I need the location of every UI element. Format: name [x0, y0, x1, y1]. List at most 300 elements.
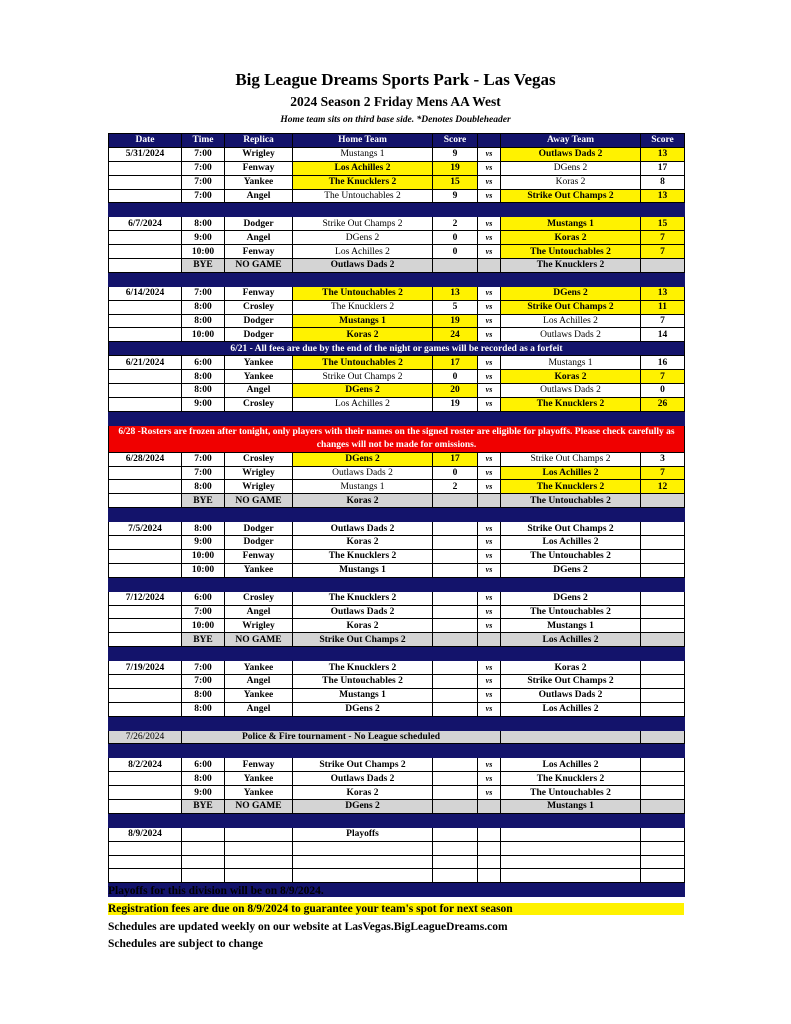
game-field: Yankee: [225, 661, 293, 675]
home-team: Mustangs 1: [293, 563, 433, 577]
home-team: Outlaws Dads 2: [293, 605, 433, 619]
home-score: [433, 869, 478, 883]
away-team: The Knucklers 2: [501, 397, 641, 411]
vs-label: vs: [478, 661, 501, 675]
home-score: 0: [433, 231, 478, 245]
vs-label: [478, 855, 501, 869]
game-time: 10:00: [182, 549, 225, 563]
game-date: [109, 605, 182, 619]
game-field: Crosley: [225, 300, 293, 314]
page-note: Home team sits on third base side. *Denotes Doubleheader: [280, 115, 511, 125]
home-score: [433, 522, 478, 536]
home-team: [293, 841, 433, 855]
bye-home-score: [433, 633, 478, 647]
away-team: Mustangs 1: [501, 356, 641, 370]
game-field: Angel: [225, 189, 293, 203]
home-team: Koras 2: [293, 536, 433, 550]
home-team: The Untouchables 2: [293, 189, 433, 203]
vs-label: vs: [478, 758, 501, 772]
separator-cell: [109, 813, 685, 827]
event-text: Police & Fire tournament - No League scheduled: [182, 730, 501, 744]
home-score: 17: [433, 356, 478, 370]
vs-label: vs: [478, 314, 501, 328]
away-score: [641, 758, 685, 772]
away-team: Los Achilles 2: [501, 314, 641, 328]
home-score: 19: [433, 314, 478, 328]
vs-label: vs: [478, 397, 501, 411]
game-field: Angel: [225, 231, 293, 245]
home-team: The Knucklers 2: [293, 300, 433, 314]
game-row: [109, 300, 685, 314]
game-date: [109, 549, 182, 563]
no-game-label: NO GAME: [225, 494, 293, 508]
vs-label: vs: [478, 286, 501, 300]
col-home-score: Score: [433, 134, 478, 148]
away-team: Koras 2: [501, 661, 641, 675]
game-time: [182, 855, 225, 869]
game-time: 7:00: [182, 161, 225, 175]
col-replica: Replica: [225, 134, 293, 148]
vs-label: [478, 841, 501, 855]
home-team: Los Achilles 2: [293, 397, 433, 411]
game-time: 8:00: [182, 480, 225, 494]
home-score: 2: [433, 217, 478, 231]
bye-label: BYE: [182, 799, 225, 813]
vs-label: vs: [478, 245, 501, 259]
bye-away-team: Mustangs 1: [501, 799, 641, 813]
away-score: [641, 619, 685, 633]
separator-row: [109, 411, 685, 425]
away-team: DGens 2: [501, 563, 641, 577]
bye-row: [109, 633, 685, 647]
away-team: DGens 2: [501, 161, 641, 175]
vs-label: vs: [478, 563, 501, 577]
separator-row: [109, 647, 685, 661]
vs-label: vs: [478, 688, 501, 702]
home-team: [293, 855, 433, 869]
away-team: The Untouchables 2: [501, 605, 641, 619]
event-row: [109, 730, 685, 744]
column-header-row: [109, 134, 685, 148]
vs-label: vs: [478, 189, 501, 203]
game-time: 10:00: [182, 328, 225, 342]
game-row: [109, 549, 685, 563]
vs-label: vs: [478, 147, 501, 161]
game-time: 7:00: [182, 605, 225, 619]
game-field: Angel: [225, 605, 293, 619]
away-team: [501, 855, 641, 869]
home-score: 0: [433, 466, 478, 480]
away-team: Koras 2: [501, 175, 641, 189]
game-time: 8:00: [182, 772, 225, 786]
separator-row: [109, 272, 685, 286]
game-row: [109, 480, 685, 494]
away-score: 15: [641, 217, 685, 231]
footer-registration-note: Registration fees are due on 8/9/2024 to guarantee your team's spot for next season: [108, 903, 684, 915]
bye-home-team: Strike Out Champs 2: [293, 633, 433, 647]
home-team: Strike Out Champs 2: [293, 370, 433, 384]
game-date: [109, 772, 182, 786]
home-score: [433, 772, 478, 786]
event-blank-score: [641, 730, 685, 744]
game-row: [109, 384, 685, 398]
game-time: 10:00: [182, 245, 225, 259]
separator-cell: [109, 647, 685, 661]
away-score: [641, 605, 685, 619]
away-team: Outlaws Dads 2: [501, 147, 641, 161]
separator-row: [109, 813, 685, 827]
game-row: [109, 314, 685, 328]
game-date: [109, 245, 182, 259]
home-team: Mustangs 1: [293, 480, 433, 494]
bye-row: [109, 494, 685, 508]
game-date: [109, 384, 182, 398]
vs-label: vs: [478, 619, 501, 633]
game-row: [109, 536, 685, 550]
game-time: [182, 869, 225, 883]
home-score: [433, 758, 478, 772]
away-score: 3: [641, 452, 685, 466]
game-row: [109, 370, 685, 384]
separator-row: [109, 577, 685, 591]
game-field: Wrigley: [225, 147, 293, 161]
game-field: Fenway: [225, 161, 293, 175]
home-team: Koras 2: [293, 328, 433, 342]
away-team: [501, 841, 641, 855]
game-date: [109, 855, 182, 869]
bye-vs: [478, 799, 501, 813]
home-team: The Knucklers 2: [293, 549, 433, 563]
home-team: The Knucklers 2: [293, 661, 433, 675]
home-team: DGens 2: [293, 702, 433, 716]
away-score: 7: [641, 466, 685, 480]
game-row: [109, 702, 685, 716]
fee-notice-row: [109, 342, 685, 356]
game-time: 9:00: [182, 397, 225, 411]
game-field: Fenway: [225, 758, 293, 772]
game-date: 6/21/2024: [109, 356, 182, 370]
game-field: [225, 827, 293, 841]
away-score: [641, 549, 685, 563]
bye-label: BYE: [182, 494, 225, 508]
game-field: Angel: [225, 674, 293, 688]
home-score: 24: [433, 328, 478, 342]
bye-home-score: [433, 494, 478, 508]
home-score: [433, 661, 478, 675]
game-field: [225, 841, 293, 855]
game-row: [109, 466, 685, 480]
bye-away-team: Los Achilles 2: [501, 633, 641, 647]
game-field: Angel: [225, 702, 293, 716]
no-game-label: NO GAME: [225, 633, 293, 647]
game-date: [109, 536, 182, 550]
game-field: Dodger: [225, 217, 293, 231]
bye-date: [109, 799, 182, 813]
home-score: 0: [433, 370, 478, 384]
game-field: [225, 869, 293, 883]
game-date: 8/9/2024: [109, 827, 182, 841]
game-field: Dodger: [225, 522, 293, 536]
away-score: 14: [641, 328, 685, 342]
bye-label: BYE: [182, 259, 225, 273]
game-row: [109, 397, 685, 411]
game-date: [109, 314, 182, 328]
game-row: [109, 827, 685, 841]
home-score: [433, 563, 478, 577]
game-field: Dodger: [225, 536, 293, 550]
game-row: [109, 869, 685, 883]
game-time: 7:00: [182, 175, 225, 189]
game-row: [109, 758, 685, 772]
away-team: Strike Out Champs 2: [501, 189, 641, 203]
footer-website-note: Schedules are updated weekly on our website at LasVegas.BigLeagueDreams.com: [108, 921, 508, 933]
away-team: Outlaws Dads 2: [501, 328, 641, 342]
game-time: 8:00: [182, 384, 225, 398]
away-team: Koras 2: [501, 231, 641, 245]
game-field: Yankee: [225, 786, 293, 800]
separator-cell: [109, 716, 685, 730]
game-time: 8:00: [182, 522, 225, 536]
away-score: [641, 522, 685, 536]
home-score: 0: [433, 245, 478, 259]
game-row: [109, 452, 685, 466]
vs-label: vs: [478, 605, 501, 619]
home-score: [433, 827, 478, 841]
game-date: [109, 786, 182, 800]
home-team: Los Achilles 2: [293, 161, 433, 175]
game-row: [109, 563, 685, 577]
bye-label: BYE: [182, 633, 225, 647]
home-team: Mustangs 1: [293, 147, 433, 161]
game-time: 7:00: [182, 661, 225, 675]
vs-label: vs: [478, 356, 501, 370]
footer-change-note: Schedules are subject to change: [108, 938, 264, 950]
home-team: Playoffs: [293, 827, 433, 841]
game-row: [109, 855, 685, 869]
game-date: [109, 674, 182, 688]
home-score: 15: [433, 175, 478, 189]
game-time: 7:00: [182, 286, 225, 300]
game-time: [182, 841, 225, 855]
game-field: Wrigley: [225, 619, 293, 633]
home-score: [433, 855, 478, 869]
away-team: The Untouchables 2: [501, 549, 641, 563]
vs-label: vs: [478, 175, 501, 189]
separator-cell: [109, 508, 685, 522]
bye-home-score: [433, 799, 478, 813]
game-date: 7/5/2024: [109, 522, 182, 536]
game-date: 7/12/2024: [109, 591, 182, 605]
home-score: 13: [433, 286, 478, 300]
home-score: [433, 605, 478, 619]
game-field: Crosley: [225, 452, 293, 466]
vs-label: vs: [478, 522, 501, 536]
home-score: 20: [433, 384, 478, 398]
game-row: [109, 217, 685, 231]
roster-warning-text: 6/28 -Rosters are frozen after tonight, only players with their names on the signed roster are eligible for playoffs. Please check carefully as changes will not be made for omissions.: [109, 425, 685, 452]
game-date: [109, 841, 182, 855]
away-team: DGens 2: [501, 591, 641, 605]
bye-home-team: Outlaws Dads 2: [293, 259, 433, 273]
game-date: [109, 231, 182, 245]
game-time: 9:00: [182, 786, 225, 800]
away-team: [501, 869, 641, 883]
vs-label: vs: [478, 161, 501, 175]
separator-row: [109, 508, 685, 522]
game-date: [109, 466, 182, 480]
home-team: DGens 2: [293, 452, 433, 466]
away-team: Outlaws Dads 2: [501, 688, 641, 702]
game-time: 8:00: [182, 300, 225, 314]
vs-label: vs: [478, 536, 501, 550]
home-score: 17: [433, 452, 478, 466]
game-time: 9:00: [182, 231, 225, 245]
home-team: Mustangs 1: [293, 314, 433, 328]
bye-home-score: [433, 259, 478, 273]
game-row: [109, 522, 685, 536]
bye-home-team: Koras 2: [293, 494, 433, 508]
away-score: [641, 827, 685, 841]
game-field: Angel: [225, 384, 293, 398]
separator-cell: [109, 577, 685, 591]
away-team: Los Achilles 2: [501, 536, 641, 550]
bye-vs: [478, 633, 501, 647]
vs-label: vs: [478, 370, 501, 384]
home-score: 2: [433, 480, 478, 494]
game-row: [109, 674, 685, 688]
home-team: Koras 2: [293, 619, 433, 633]
away-score: [641, 841, 685, 855]
home-score: [433, 702, 478, 716]
event-blank-away: [501, 730, 641, 744]
game-date: [109, 619, 182, 633]
schedule-body: [109, 134, 685, 897]
game-date: [109, 397, 182, 411]
roster-warning-row: [109, 425, 685, 452]
separator-row: [109, 716, 685, 730]
away-score: 26: [641, 397, 685, 411]
game-date: [109, 370, 182, 384]
game-row: [109, 147, 685, 161]
game-row: [109, 605, 685, 619]
game-time: 6:00: [182, 758, 225, 772]
away-score: [641, 536, 685, 550]
game-time: 7:00: [182, 452, 225, 466]
game-date: [109, 563, 182, 577]
home-score: [433, 619, 478, 633]
col-home-team: Home Team: [293, 134, 433, 148]
game-row: [109, 841, 685, 855]
footer-playoffs-note: Playoffs for this division will be on 8/9/2024.: [108, 885, 324, 897]
away-score: [641, 688, 685, 702]
away-score: 11: [641, 300, 685, 314]
bye-vs: [478, 494, 501, 508]
away-score: [641, 563, 685, 577]
bye-away-score: [641, 259, 685, 273]
away-team: The Untouchables 2: [501, 786, 641, 800]
away-team: Outlaws Dads 2: [501, 384, 641, 398]
vs-label: vs: [478, 772, 501, 786]
away-team: Los Achilles 2: [501, 758, 641, 772]
game-date: [109, 328, 182, 342]
home-team: Strike Out Champs 2: [293, 217, 433, 231]
game-time: 8:00: [182, 217, 225, 231]
away-score: [641, 869, 685, 883]
home-team: The Knucklers 2: [293, 591, 433, 605]
game-date: 6/14/2024: [109, 286, 182, 300]
bye-date: [109, 494, 182, 508]
game-row: [109, 161, 685, 175]
away-score: 7: [641, 231, 685, 245]
no-game-label: NO GAME: [225, 259, 293, 273]
game-time: 7:00: [182, 466, 225, 480]
game-time: 8:00: [182, 314, 225, 328]
game-time: 10:00: [182, 619, 225, 633]
game-time: 8:00: [182, 702, 225, 716]
home-score: 5: [433, 300, 478, 314]
fee-notice-text: 6/21 - All fees are due by the end of the night or games will be recorded as a forfeit: [109, 342, 685, 356]
separator-cell: [109, 744, 685, 758]
game-field: Yankee: [225, 688, 293, 702]
page-title: Big League Dreams Sports Park - Las Vegas: [235, 70, 556, 89]
home-team: [293, 869, 433, 883]
away-score: 7: [641, 370, 685, 384]
game-field: [225, 855, 293, 869]
vs-label: vs: [478, 480, 501, 494]
away-score: [641, 786, 685, 800]
game-time: [182, 827, 225, 841]
vs-label: vs: [478, 466, 501, 480]
game-date: 6/7/2024: [109, 217, 182, 231]
game-field: Crosley: [225, 397, 293, 411]
bye-date: [109, 633, 182, 647]
bye-date: [109, 259, 182, 273]
vs-label: vs: [478, 452, 501, 466]
home-score: 9: [433, 147, 478, 161]
home-team: Mustangs 1: [293, 688, 433, 702]
away-team: Los Achilles 2: [501, 466, 641, 480]
home-score: [433, 786, 478, 800]
away-team: Mustangs 1: [501, 619, 641, 633]
away-team: Strike Out Champs 2: [501, 452, 641, 466]
bye-away-team: The Knucklers 2: [501, 259, 641, 273]
home-score: 19: [433, 161, 478, 175]
home-team: DGens 2: [293, 384, 433, 398]
home-score: [433, 674, 478, 688]
away-team: Koras 2: [501, 370, 641, 384]
game-row: [109, 231, 685, 245]
game-field: Crosley: [225, 591, 293, 605]
game-row: [109, 356, 685, 370]
game-field: Yankee: [225, 370, 293, 384]
away-score: [641, 772, 685, 786]
game-row: [109, 286, 685, 300]
game-row: [109, 328, 685, 342]
vs-label: [478, 869, 501, 883]
home-score: [433, 536, 478, 550]
game-row: [109, 772, 685, 786]
game-date: 8/2/2024: [109, 758, 182, 772]
vs-label: vs: [478, 702, 501, 716]
game-date: [109, 175, 182, 189]
game-time: 6:00: [182, 356, 225, 370]
away-score: [641, 855, 685, 869]
game-field: Fenway: [225, 286, 293, 300]
away-score: [641, 661, 685, 675]
game-row: [109, 619, 685, 633]
away-team: The Knucklers 2: [501, 480, 641, 494]
col-date: Date: [109, 134, 182, 148]
